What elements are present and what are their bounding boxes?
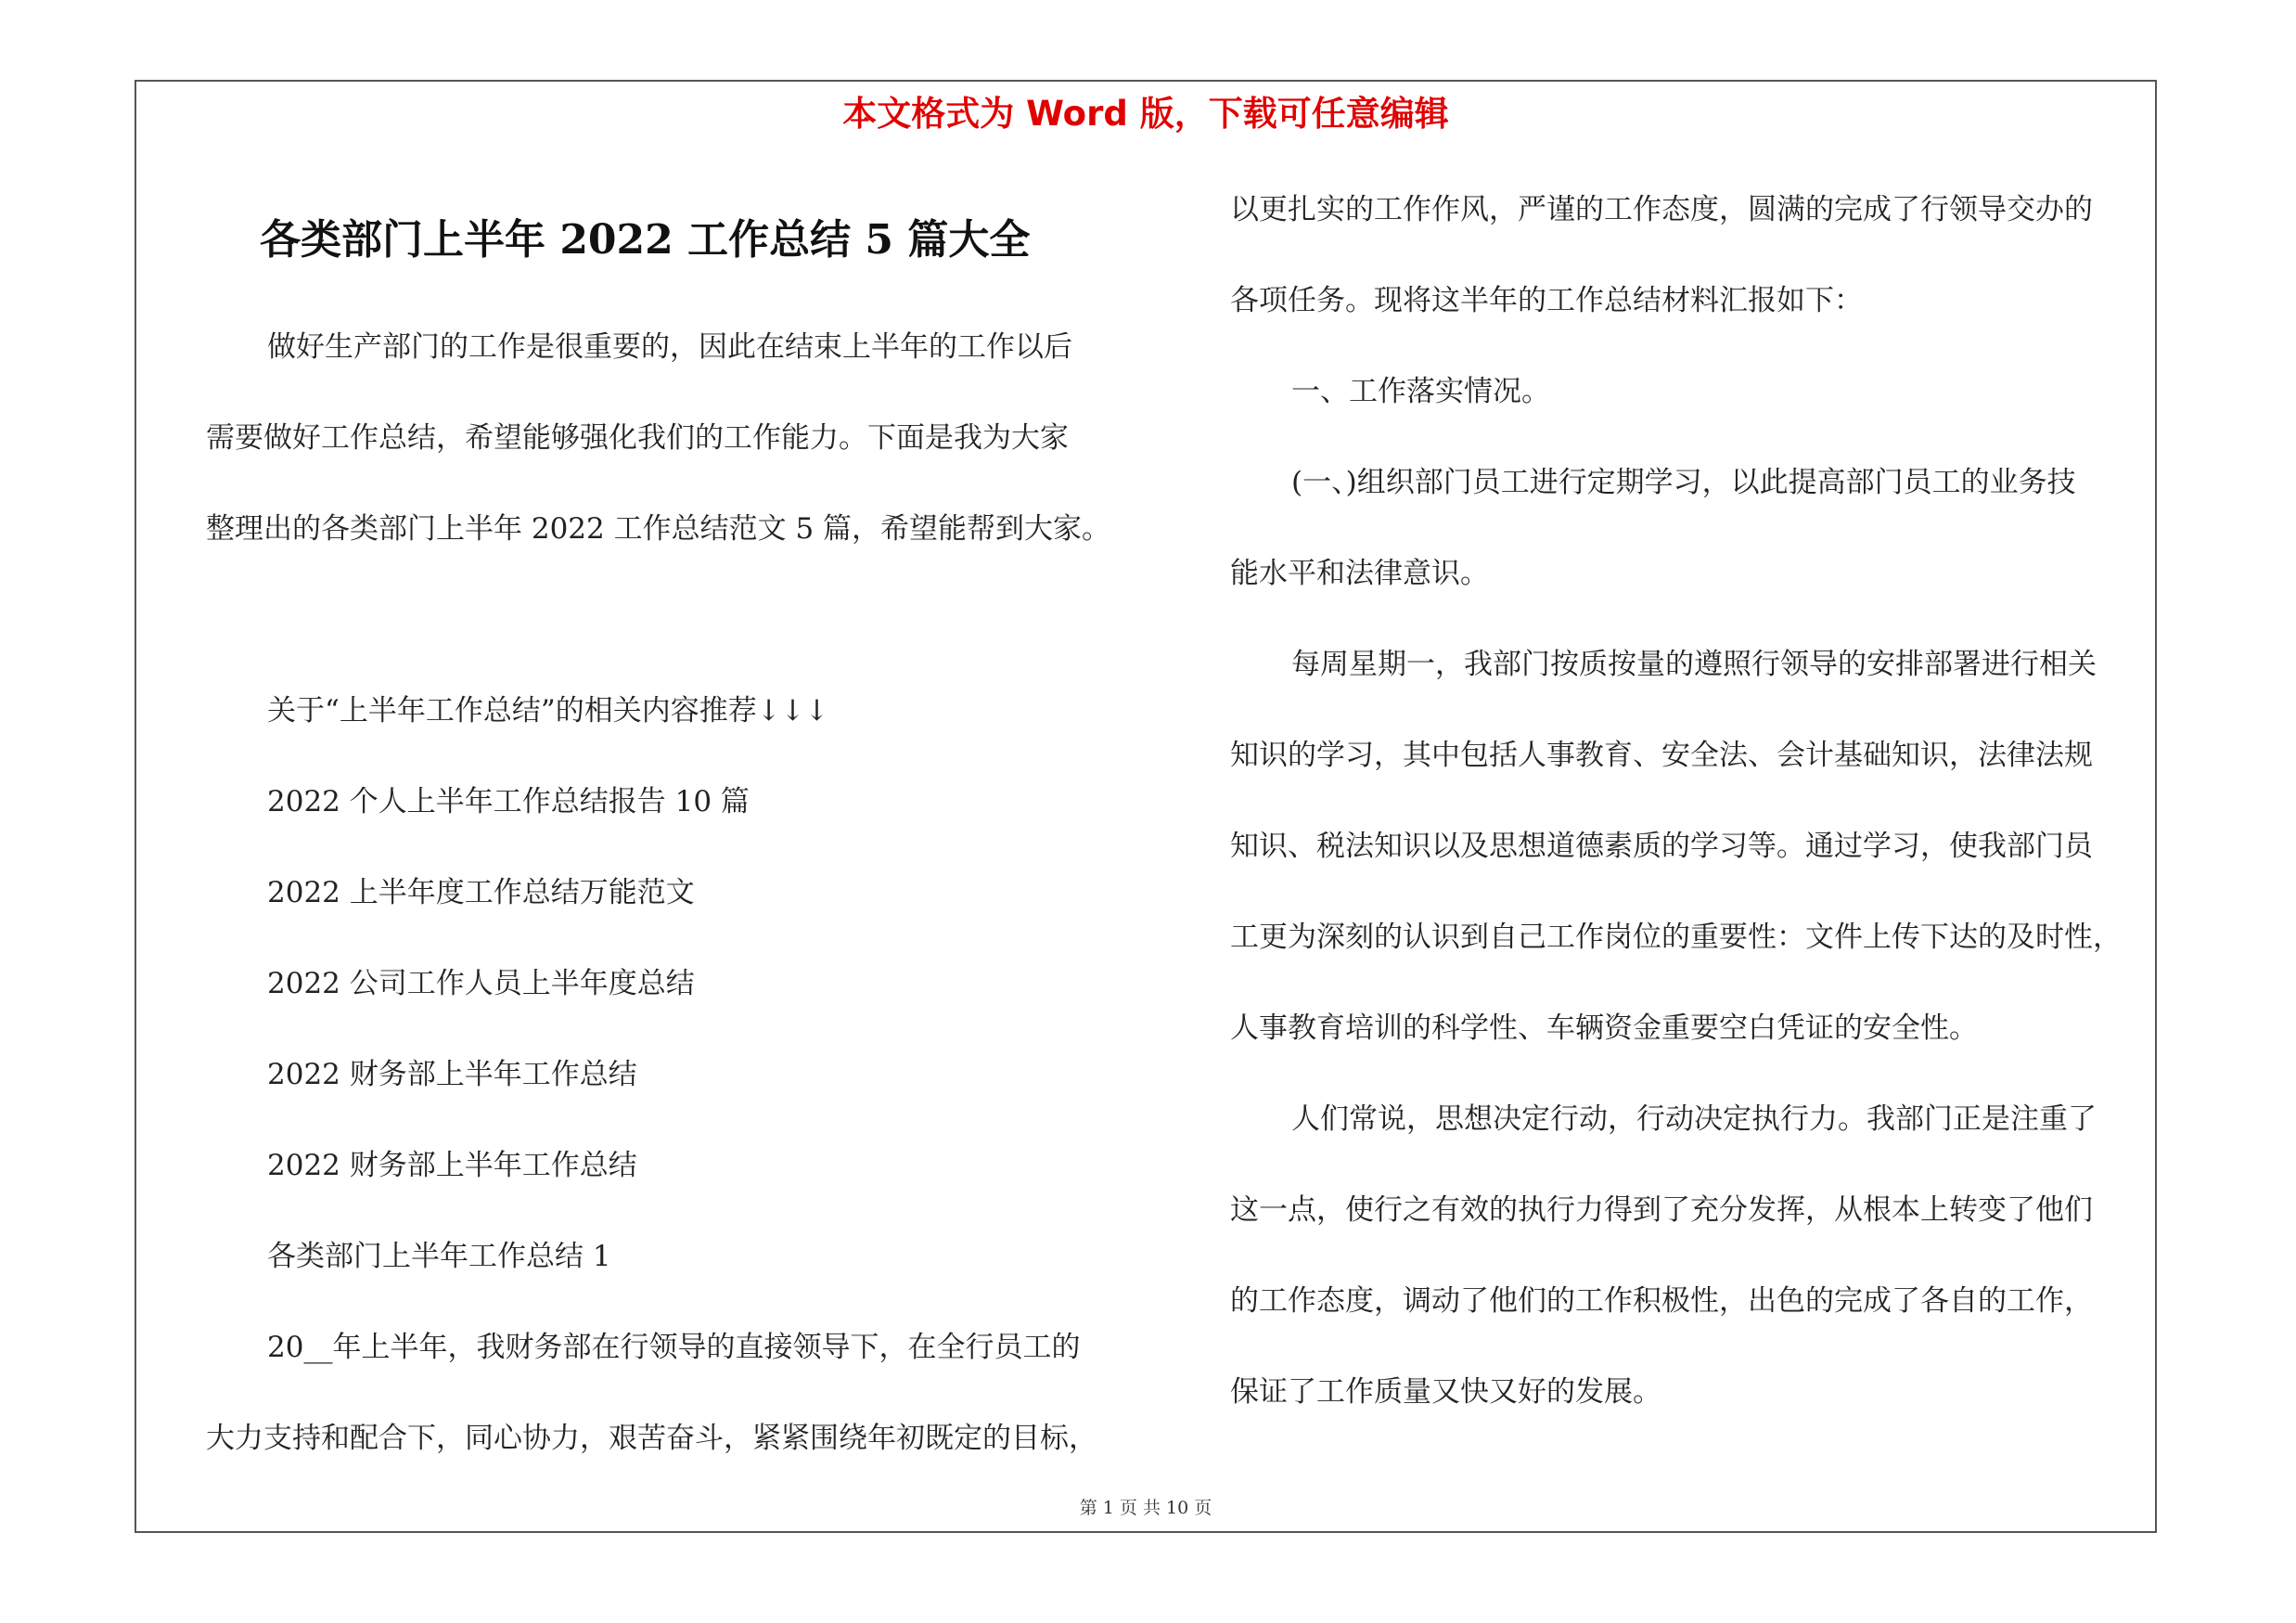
related-link: 2022 公司工作人员上半年度总结 [267, 967, 695, 1000]
related-link: 2022 个人上半年工作总结报告 10 篇 [267, 785, 750, 818]
page-number: 第 1 页 共 10 页 [1079, 1498, 1212, 1518]
paragraph-line: 需要做好工作总结，希望能够强化我们的工作能力。下面是我为大家 [206, 421, 1069, 455]
paragraph-line: 做好生产部门的工作是很重要的，因此在结束上半年的工作以后 [267, 330, 1072, 364]
paragraph-line: 这一点，使行之有效的执行力得到了充分发挥，从根本上转变了他们 [1230, 1193, 2093, 1227]
paragraph-line: 能水平和法律意识。 [1230, 557, 1489, 590]
paragraph-line: 以更扎实的工作作风，严谨的工作态度，圆满的完成了行领导交办的 [1230, 193, 2093, 226]
paragraph-line: 关于“上半年工作总结”的相关内容推荐↓↓↓ [267, 694, 829, 728]
related-link: 2022 财务部上半年工作总结 [267, 1058, 637, 1091]
paragraph-line: 知识的学习，其中包括人事教育、安全法、会计基础知识，法律法规 [1230, 739, 2093, 772]
paragraph-line: 大力支持和配合下，同心协力，艰苦奋斗，紧紧围绕年初既定的目标， [206, 1422, 1097, 1455]
paragraph-line: 的工作态度，调动了他们的工作积极性，出色的完成了各自的工作， [1230, 1284, 2093, 1318]
paragraph-line: 整理出的各类部门上半年 2022 工作总结范文 5 篇，希望能帮到大家。 [206, 512, 1111, 546]
related-link: 2022 上半年度工作总结万能范文 [267, 876, 695, 909]
paragraph-line: 每周星期一，我部门按质按量的遵照行领导的安排部署进行相关 [1291, 648, 2097, 681]
paragraph-line: (一、)组织部门员工进行定期学习，以此提高部门员工的业务技 [1291, 466, 2076, 499]
document-title: 各类部门上半年 2022 工作总结 5 篇大全 [260, 216, 1031, 264]
paragraph-line: 各项任务。现将这半年的工作总结材料汇报如下： [1230, 284, 1863, 317]
paragraph-line: 20__年上半年，我财务部在行领导的直接领导下，在全行员工的 [267, 1331, 1081, 1364]
paragraph-line: 知识、税法知识以及思想道德素质的学习等。通过学习，使我部门员 [1230, 830, 2093, 863]
related-link: 2022 财务部上半年工作总结 [267, 1149, 637, 1182]
paragraph-line: 人们常说，思想决定行动，行动决定执行力。我部门正是注重了 [1291, 1102, 2097, 1136]
section-heading: 一、工作落实情况。 [1291, 375, 1550, 408]
format-banner: 本文格式为 Word 版，下载可任意编辑 [842, 94, 1449, 134]
section-heading: 各类部门上半年工作总结 1 [267, 1240, 611, 1273]
paragraph-line: 工更为深刻的认识到自己工作岗位的重要性：文件上传下达的及时性， [1230, 921, 2122, 954]
paragraph-line: 人事教育培训的科学性、车辆资金重要空白凭证的安全性。 [1230, 1011, 1978, 1045]
paragraph-line: 保证了工作质量又快又好的发展。 [1230, 1375, 1661, 1409]
